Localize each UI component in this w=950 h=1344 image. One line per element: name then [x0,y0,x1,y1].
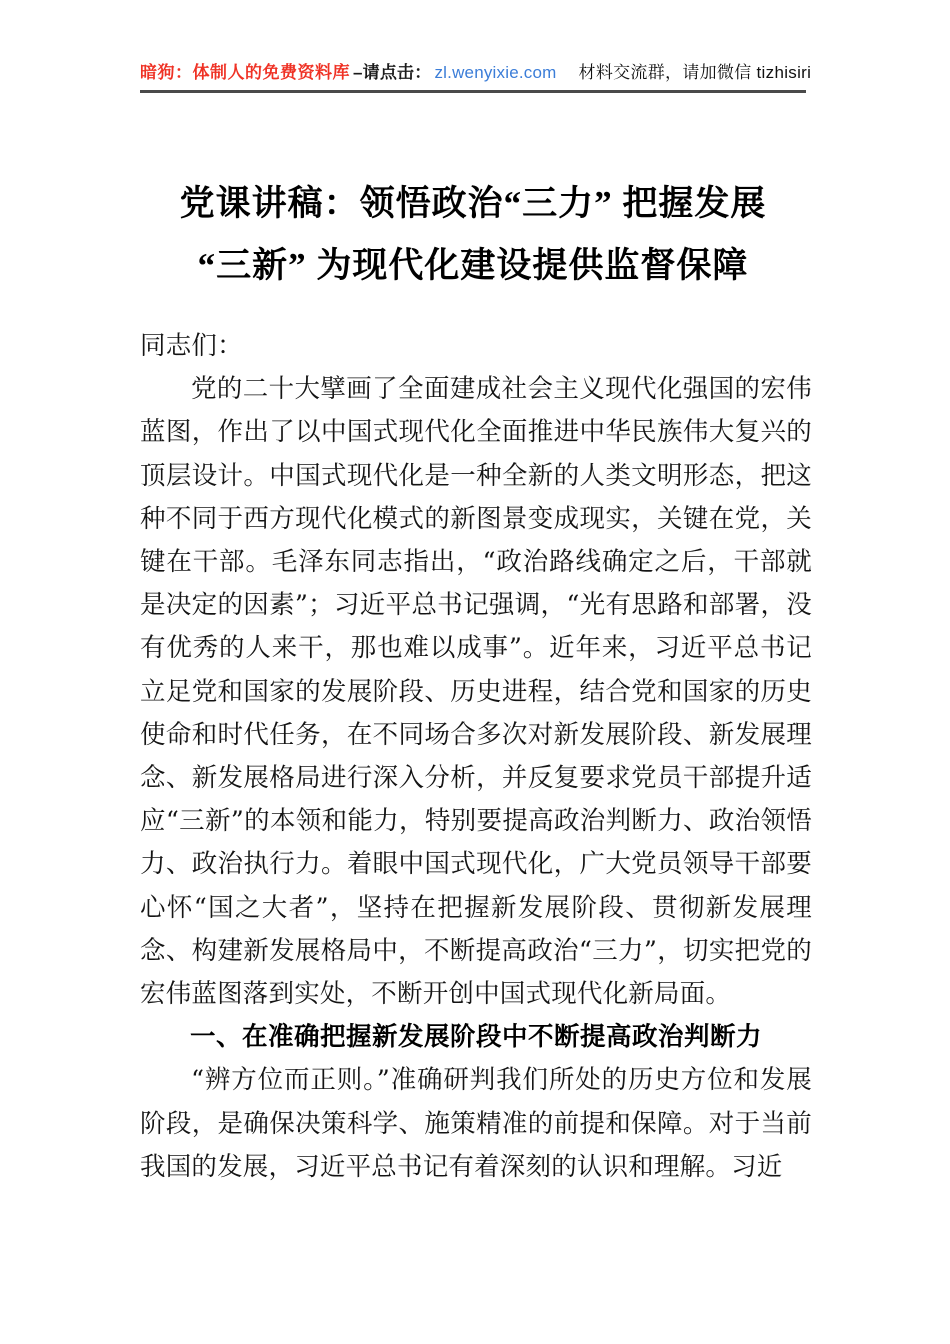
document-title-line-2: “三新” 为现代化建设提供监督保障 [197,246,749,286]
promo-brand-text: 暗狗：体制人的免费资料库 [140,63,350,82]
body-paragraph-2: “辨方位而正则。”准确研判我们所处的历史方位和发展阶段，是确保决策科学、施策精准的前提和保障。对于当前我国的发展，习近平总书记有着深刻的认识和理解。习近 [140,1065,812,1182]
promo-banner [140,58,812,88]
promo-cta-text: –请点击： [353,63,432,82]
document-title-line-1: 党课讲稿：领悟政治“三力” 把握发展 [179,184,767,224]
section-heading-1: 一、在准确把握新发展阶段中不断提高政治判断力 [189,1023,762,1052]
header-divider [140,90,806,93]
document-body [140,325,812,1189]
page-bottom-margin [0,1228,950,1344]
document-title [140,173,806,297]
promo-wechat-note: 材料交流群，请加微信 tizhisiri [578,63,812,82]
body-paragraph-1: 党的二十大擘画了全面建成社会主义现代化强国的宏伟蓝图，作出了以中国式现代化全面推进中华民族伟大复兴的顶层设计。中国式现代化是一种全新的人类文明形态，把这种不同于西方现代化模式的新图景变成现实，关键在党，关键在干部。毛泽东同志指出，“政治路线确定之后，干部就是决定的因素”；习近平总书记强调，“光有思路和部署，没有优秀的人来干，那也难以成事”。近年来，习近平总书记立足党和国家的发展阶段、历史进程，结合党和国家的历史使命和时代任务，在不同场合多次对新发展阶段、新发展理念、新发展格局进行深入分析，并反复要求党员干部提升适应“三新”的本领和能力，特别要提高政治判断力、政治领悟力、政治执行力。着眼中国式现代化，广大党员领导干部要心怀“国之大者”，坚持在把握新发展阶段、贯彻新发展理念、构建新发展格局中，不断提高政治“三力”，切实把党的宏伟蓝图落到实处，不断开创中国式现代化新局面。 [140,374,812,1010]
promo-website-link[interactable]: zl.wenyixie.com [434,63,557,82]
salutation-paragraph: 同志们： [140,331,243,361]
